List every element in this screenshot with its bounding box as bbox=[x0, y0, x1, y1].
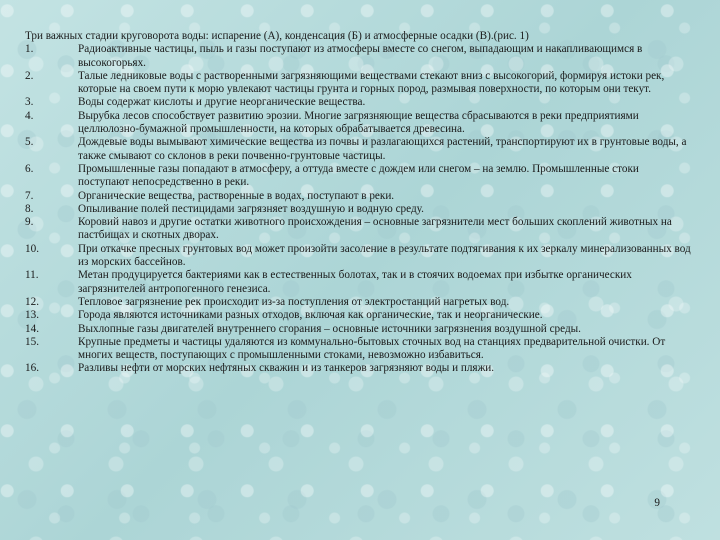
item-text: Промышленные газы попадают в атмосферу, а оттуда вместе с дождем или снегом – на землю. Промышленные стоки поступают непосредственно в реки. bbox=[78, 162, 639, 189]
list-item bbox=[20, 190, 700, 203]
item-text: Радиоактивные частицы, пыль и газы поступают из атмосферы вместе со снегом, выпадающим и накапливающимся в высокогорьях. bbox=[78, 43, 643, 69]
item-text: Тепловое загрязнение рек происходит из-за поступления от электростанций нагретых вод. bbox=[78, 295, 510, 308]
page-number: 9 bbox=[654, 497, 660, 509]
list-item bbox=[20, 203, 700, 216]
item-number: 9. bbox=[25, 216, 34, 229]
item-number: 15. bbox=[25, 335, 39, 348]
list-item bbox=[20, 136, 700, 163]
item-number: 6. bbox=[25, 162, 34, 175]
item-text: Талые ледниковые воды с растворенными загрязняющими веществами стекают вниз с высокогорий, формируя истоки рек, которые на своем пути к морю увлекают частицы грунта и горных пород, размывая поверхности, по которым они текут. bbox=[78, 69, 665, 96]
item-text: Опыливание полей пестицидами загрязняет воздушную и водную среду. bbox=[78, 202, 424, 215]
item-text: Метан продуцируется бактериями как в естественных болотах, так и в стоячих водоемах при избытке органических загрязнителей антропогенного генезиса. bbox=[78, 269, 632, 295]
item-text: Коровий навоз и другие остатки животного происхождения – основные загрязнители мест больших скоплений животных на пастбищах и скотных дворах. bbox=[78, 216, 672, 242]
list-item bbox=[20, 216, 700, 243]
list-item bbox=[20, 362, 700, 375]
points-list bbox=[20, 43, 700, 375]
list-item bbox=[20, 96, 700, 109]
list-item bbox=[20, 309, 700, 322]
list-item bbox=[20, 269, 700, 296]
list-item bbox=[20, 43, 700, 70]
item-number: 11. bbox=[25, 269, 39, 282]
item-text: Вырубка лесов способствует развитию эрозии. Многие загрязняющие вещества сбрасываются в реки предприятиями целлюлозно-бумажной промышленности, на которых обрабатывается древесина. bbox=[78, 109, 639, 136]
item-number: 16. bbox=[25, 362, 39, 375]
list-item bbox=[20, 70, 700, 97]
item-text: Органические вещества, растворенные в водах, поступают в реки. bbox=[78, 189, 395, 202]
item-number: 4. bbox=[25, 109, 34, 122]
item-text: Дождевые воды вымывают химические вещества из почвы и разлагающихся растений, транспортируют их в грунтовые воды, а также смывают со склонов в реки почвенно-грунтовые частицы. bbox=[78, 136, 687, 162]
item-text: Города являются источниками разных отходов, включая как органические, так и неорганические. bbox=[78, 309, 543, 322]
list-item bbox=[20, 296, 700, 309]
item-number: 10. bbox=[25, 242, 39, 255]
item-text: Крупные предметы и частицы удаляются из коммунально-бытовых сточных вод на станциях предварительной очистки. От многих веществ, поступающих с промышленными стоками, невозможно избавиться. bbox=[78, 335, 666, 362]
list-item bbox=[20, 323, 700, 336]
item-number: 14. bbox=[25, 322, 39, 335]
item-number: 3. bbox=[25, 96, 34, 109]
list-item bbox=[20, 243, 700, 270]
item-number: 2. bbox=[25, 69, 34, 82]
list-item bbox=[20, 336, 700, 363]
item-number: 13. bbox=[25, 309, 39, 322]
item-text: Выхлопные газы двигателей внутреннего сгорания – основные источники загрязнения воздушной среды. bbox=[78, 322, 581, 335]
item-number: 12. bbox=[25, 295, 39, 308]
intro-text: Три важных стадии круговорота воды: испарение (А), конденсация (Б) и атмосферные осадки (В).(рис. 1) bbox=[25, 30, 529, 42]
list-item bbox=[20, 110, 700, 137]
slide-content bbox=[20, 30, 700, 376]
item-number: 1. bbox=[25, 43, 34, 56]
item-number: 5. bbox=[25, 136, 34, 149]
item-text: Воды содержат кислоты и другие неорганические вещества. bbox=[78, 96, 366, 109]
item-number: 7. bbox=[25, 189, 34, 202]
item-text: Разливы нефти от морских нефтяных скважин и из танкеров загрязняют воды и пляжи. bbox=[78, 362, 495, 375]
item-number: 8. bbox=[25, 202, 34, 215]
item-text: При откачке пресных грунтовых вод может произойти засоление в результате подтягивания к их зеркалу минерализованных вод из морских бассейнов. bbox=[78, 242, 691, 269]
list-item bbox=[20, 163, 700, 190]
